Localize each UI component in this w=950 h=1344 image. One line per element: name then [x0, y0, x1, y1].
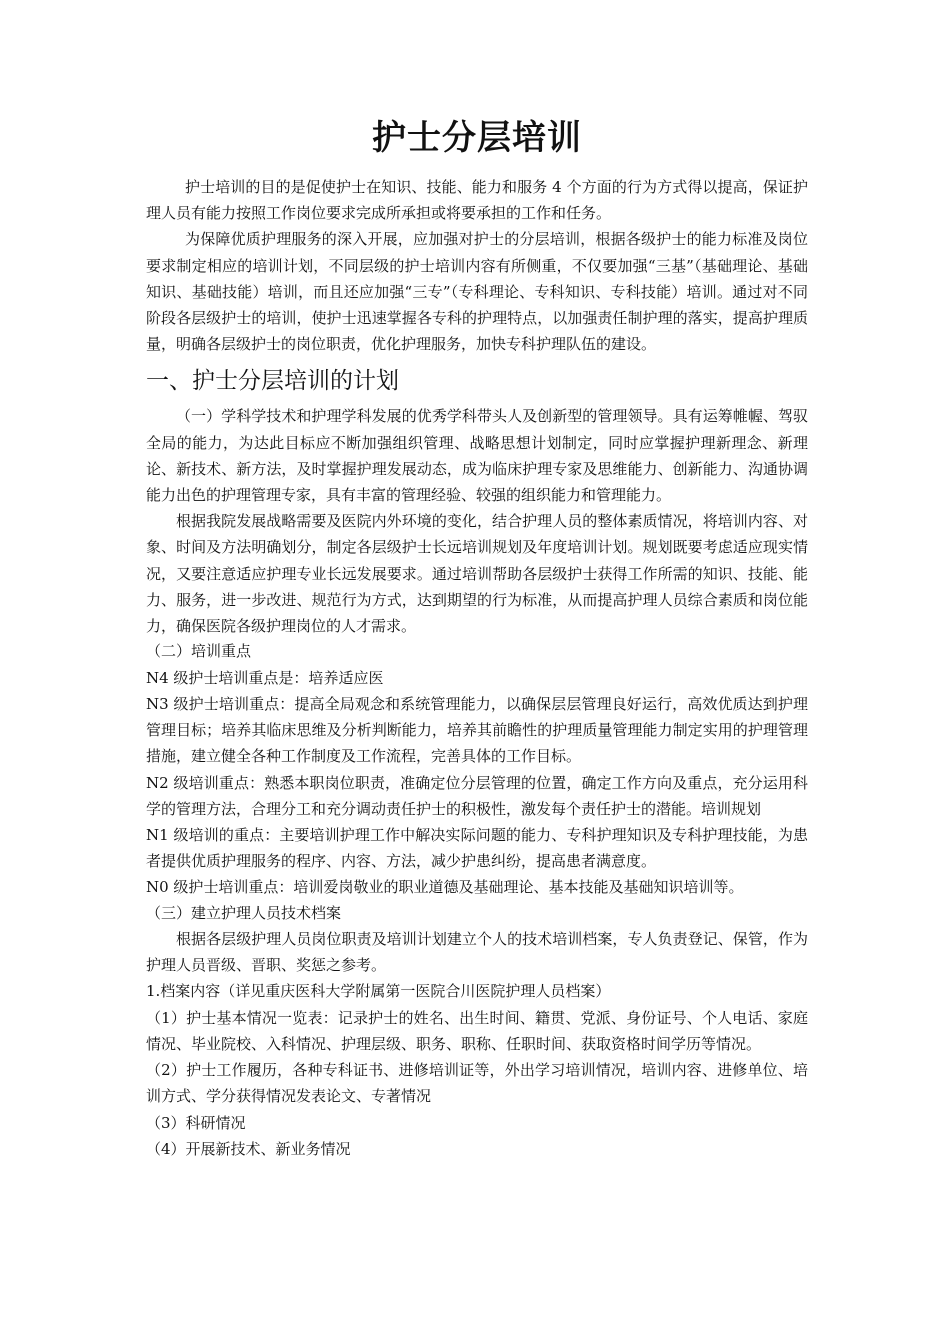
section1-paragraph-1: （一）学科学技术和护理学科发展的优秀学科带头人及创新型的管理领导。具有运筹帷幄、驾驭全局的能力，为达此目标应不断加强组织管理、战略思想计划制定，同时应掌握护理新理念、新理论、新技术、新方法，及时掌握护理发展动态，成为临床护理专家及思维能力、创新能力、沟通协调能力出色的护理管理专家，具有丰富的管理经验、较强的组织能力和管理能力。	[146, 407, 808, 505]
archive-content-heading: 1.档案内容（详见重庆医科大学附属第一医院合川医院护理人员档案）	[146, 982, 611, 1001]
document-title: 护士分层培训	[372, 118, 582, 158]
n4-focus: N4 级护士培训重点是：培养适应医	[146, 668, 384, 687]
archive-item: （3）科研情况	[146, 1113, 246, 1132]
section1-paragraph-2: 根据我院发展战略需要及医院内外环境的变化，结合护理人员的整体素质情况，将培训内容、对象、时间及方法明确划分，制定各层级护士长远培训规划及年度培训计划。规划既要考虑适应现实情况，又要注意适应护理专业长远发展要求。通过培训帮助各层级护士获得工作所需的知识、技能、能力、服务，进一步改进、规范行为方式，达到期望的行为标准，从而提高护理人员综合素质和岗位能力，确保医院各级护理岗位的人才需求。	[146, 512, 808, 636]
n1-focus: N1 级培训的重点：主要培训护理工作中解决实际问题的能力、专科护理知识及专科护理技能，为患者提供优质护理服务的程序、内容、方法，减少护患纠纷，提高患者满意度。	[146, 825, 808, 871]
archive-paragraph: 根据各层级护理人员岗位职责及培训计划建立个人的技术培训档案，专人负责登记、保管，作为护理人员晋级、晋职、奖惩之参考。	[146, 930, 808, 975]
subheading-archive: （三）建立护理人员技术档案	[146, 903, 342, 922]
intro-paragraph-1: 护士培训的目的是促使护士在知识、技能、能力和服务 4 个方面的行为方式得以提高，保证护理人员有能力按照工作岗位要求完成所承担或将要承担的工作和任务。	[146, 178, 808, 223]
archive-item: （2）护士工作履历，各种专科证书、进修培训证等，外出学习培训情况，培训内容、进修单位、培训方式、学分获得情况发表论文、专著情况	[146, 1061, 808, 1106]
n2-focus: N2 级培训重点：熟悉本职岗位职责，准确定位分层管理的位置，确定工作方向及重点，充分运用科学的管理方法，合理分工和充分调动责任护士的积极性，激发每个责任护士的潜能。培训规划	[146, 773, 808, 818]
n3-focus: N3 级护士培训重点：提高全局观念和系统管理能力，以确保层层管理良好运行，高效优质达到护理管理目标；培养其临床思维及分析判断能力，培养其前瞻性的护理质量管理能力制定实用的护理管理措施，建立健全各种工作制度及工作流程，完善具体的工作目标。	[146, 694, 808, 766]
document-page	[146, 118, 808, 1162]
subheading-training-focus: （二）培训重点	[146, 642, 252, 661]
archive-item: （4）开展新技术、新业务情况	[146, 1139, 351, 1158]
archive-item: （1）护士基本情况一览表：记录护士的姓名、出生时间、籍贯、党派、身份证号、个人电话、家庭情况、毕业院校、入科情况、护理层级、职务、职称、任职时间、获取资格时间学历等情况。	[146, 1008, 808, 1053]
intro-paragraph-2: 为保障优质护理服务的深入开展，应加强对护士的分层培训，根据各级护士的能力标准及岗位要求制定相应的培训计划，不同层级的护士培训内容有所侧重，不仅要加强“三基”（基础理论、基础知识、基础技能）培训，而且还应加强“三专”（专科理论、专科知识、专科技能）培训。通过对不同阶段各层级护士的培训，使护士迅速掌握各专科的护理特点，以加强责任制护理的落实，提高护理质量，明确各层级护士的岗位职责，优化护理服务，加快专科护理队伍的建设。	[146, 230, 808, 354]
n0-focus: N0 级护士培训重点：培训爱岗敬业的职业道德及基础理论、基本技能及基础知识培训等。	[146, 878, 744, 897]
section-heading-plan: 一、护士分层培训的计划	[146, 368, 399, 395]
